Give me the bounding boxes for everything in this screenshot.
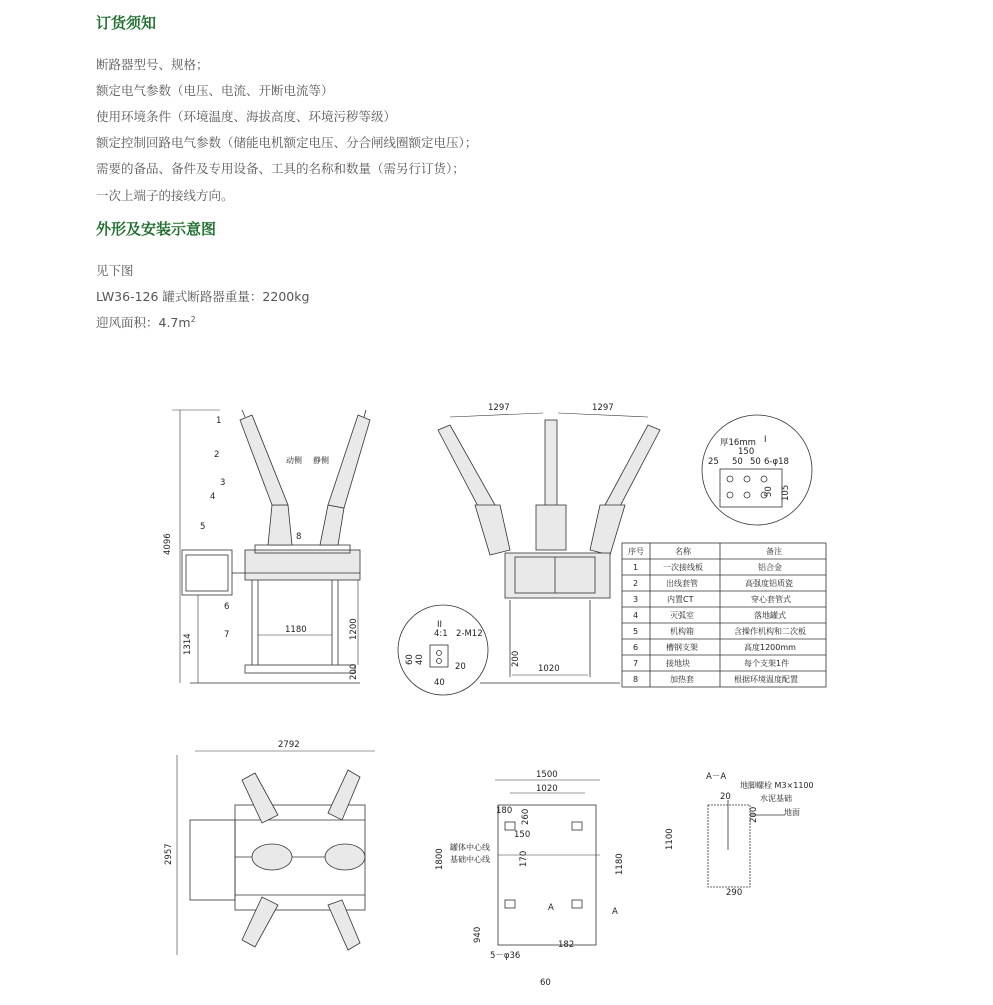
table-cell: 3 <box>633 595 639 604</box>
ground-surface: 地面 <box>784 808 800 817</box>
table-cell: 6 <box>633 643 639 652</box>
dim-1200: 1200 <box>349 618 359 640</box>
found-260: 260 <box>521 808 531 825</box>
table-header-name: 名称 <box>675 547 691 556</box>
anchor-bolt: 地脚螺栓 M3×1100 <box>740 781 814 790</box>
side-bushing-right <box>605 425 660 510</box>
order-item-1: 断路器型号、规格； <box>96 57 209 72</box>
ground-60: 60 <box>405 654 415 665</box>
top-view <box>164 740 375 955</box>
found-180: 180 <box>496 806 513 816</box>
dim-200-side: 200 <box>511 650 521 667</box>
table-cell: 一次接线板 <box>663 563 703 572</box>
front-view <box>163 410 370 683</box>
found-940: 940 <box>473 926 483 943</box>
aa-200: 200 <box>749 806 759 823</box>
ground-bolt: 2-M12 <box>456 629 483 639</box>
found-1800: 1800 <box>435 848 445 870</box>
foundation-plan <box>435 770 625 988</box>
table-cell: 落地罐式 <box>754 611 786 620</box>
wind-area-text <box>96 313 196 331</box>
see-below-text: 见下图 <box>96 263 134 278</box>
terminal-section: I <box>764 435 767 445</box>
terminal-150: 150 <box>738 447 755 457</box>
callout-7: 7 <box>224 630 230 640</box>
dim-200-front: 200 <box>349 663 359 680</box>
ground-20: 20 <box>455 662 466 672</box>
bushing-right <box>328 415 370 508</box>
bushing-left <box>240 415 288 505</box>
ground-scale: 4:1 <box>434 629 448 639</box>
callout-5: 5 <box>200 522 206 532</box>
ground-section: II <box>437 620 443 630</box>
dim-1297-left: 1297 <box>488 403 510 413</box>
dim-1020-side: 1020 <box>538 664 560 674</box>
section-aa-title: A－A <box>706 772 727 782</box>
order-item-4: 额定控制回路电气参数（储能电机额定电压、分合闸线圈额定电压）； <box>96 135 478 150</box>
found-150: 150 <box>514 830 531 840</box>
terminal-50b: 50 <box>750 457 761 467</box>
dim-1180: 1180 <box>285 625 307 635</box>
dim-1314: 1314 <box>183 633 193 655</box>
table-cell: 槽钢支架 <box>666 643 698 652</box>
aa-20: 20 <box>720 792 731 802</box>
terminal-25: 25 <box>708 457 719 467</box>
base-center-line: 基础中心线 <box>450 855 490 864</box>
table-cell: 每个支架1件 <box>744 659 790 668</box>
terminal-detail <box>702 415 812 525</box>
terminal-50a: 50 <box>732 457 743 467</box>
ground-40v: 40 <box>415 654 425 665</box>
dim-4096: 4096 <box>163 533 173 555</box>
table-cell: 根据环境温度配置 <box>734 675 798 684</box>
callout-6: 6 <box>224 602 230 612</box>
outline-title: 外形及安装示意图 <box>96 220 217 238</box>
ct-right <box>320 505 344 545</box>
static-side-label: 静侧 <box>313 456 329 465</box>
callout-2: 2 <box>214 450 220 460</box>
order-item-5: 需要的备品、备件及专用设备、工具的名称和数量（需另行订货）； <box>96 161 465 176</box>
aa-1100: 1100 <box>665 828 675 850</box>
moving-side-label: 动侧 <box>286 456 302 465</box>
callout-4: 4 <box>210 492 216 502</box>
found-1020: 1020 <box>536 784 558 794</box>
table-cell: 灭弧室 <box>670 611 694 620</box>
found-holes: 5－φ36 <box>490 951 521 961</box>
order-item-2: 额定电气参数（电压、电流、开断电流等） <box>96 83 334 98</box>
section-a-right: A <box>612 907 618 917</box>
concrete-base: 水泥基础 <box>760 794 792 803</box>
table-header-no: 序号 <box>628 547 644 556</box>
table-cell: 出线套管 <box>666 579 698 588</box>
table-cell: 1 <box>633 563 639 572</box>
table-cell: 接地块 <box>666 659 690 668</box>
dim-2957: 2957 <box>164 843 174 865</box>
parts-table <box>622 543 826 687</box>
table-cell: 内置CT <box>667 595 694 604</box>
side-tank <box>505 553 610 598</box>
side-bushing-left <box>438 425 495 510</box>
table-cell: 高强度铝质瓷 <box>745 579 793 588</box>
terminal-105: 105 <box>781 484 791 501</box>
wind-area-sup: 2 <box>190 314 196 324</box>
table-cell: 4 <box>633 611 639 620</box>
terminal-50v: 50 <box>764 486 774 497</box>
wind-area-value: 迎风面积：4.7m <box>96 315 191 330</box>
found-60: 60 <box>540 978 551 988</box>
outline-drawing <box>160 395 840 995</box>
table-cell: 高度1200mm <box>744 643 796 652</box>
order-notes-title: 订货须知 <box>96 14 157 32</box>
callout-1: 1 <box>216 416 222 426</box>
table-cell: 机构箱 <box>670 627 694 636</box>
ground-40h: 40 <box>434 678 445 688</box>
callout-3: 3 <box>220 478 226 488</box>
table-cell: 铝合金 <box>758 563 782 572</box>
ct-left <box>268 505 292 545</box>
found-170: 170 <box>519 850 529 867</box>
found-1180: 1180 <box>615 853 625 875</box>
weight-text: LW36-126 罐式断路器重量：2200kg <box>96 289 310 304</box>
table-cell: 含操作机构和二次板 <box>734 627 806 636</box>
table-cell: 7 <box>633 659 639 668</box>
tank-center-line: 罐体中心线 <box>450 843 490 852</box>
table-cell: 2 <box>633 579 639 588</box>
section-a-left: A <box>548 903 554 913</box>
table-cell: 穿心套管式 <box>751 595 791 604</box>
callout-8: 8 <box>296 532 302 542</box>
dim-1297-right: 1297 <box>592 403 614 413</box>
section-aa <box>665 772 814 898</box>
tank <box>245 550 360 580</box>
terminal-holes: 6-φ18 <box>764 457 789 467</box>
order-item-3: 使用环境条件（环境温度、海拔高度、环境污秽等级） <box>96 109 397 124</box>
table-header-note: 备注 <box>766 547 782 556</box>
dim-2792: 2792 <box>278 740 300 750</box>
found-1500: 1500 <box>536 770 558 780</box>
table-cell: 加热套 <box>670 675 694 684</box>
aa-290: 290 <box>726 888 743 898</box>
mechanism-box <box>182 550 232 595</box>
terminal-thickness: 厚16mm <box>720 438 756 448</box>
ground-detail <box>398 605 488 695</box>
order-item-6: 一次上端子的接线方向。 <box>96 188 234 203</box>
table-cell: 8 <box>633 675 639 684</box>
found-182: 182 <box>558 940 575 950</box>
table-cell: 5 <box>633 627 639 636</box>
